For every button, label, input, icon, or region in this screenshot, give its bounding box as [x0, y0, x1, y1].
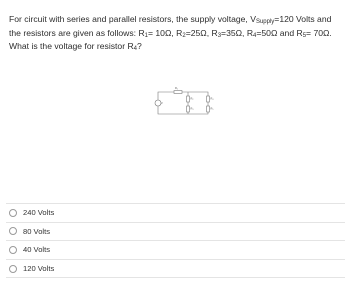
label-r3: R₃	[190, 107, 194, 111]
label-r2: R₂	[190, 97, 194, 101]
radio-button[interactable]	[9, 265, 17, 273]
choice-option[interactable]	[6, 259, 345, 279]
choice-label: 240 Volts	[23, 208, 55, 218]
label-r1: R₁	[175, 87, 178, 90]
choice-label: 120 Volts	[23, 264, 55, 274]
choice-label: 80 Volts	[23, 226, 51, 236]
choice-option[interactable]	[6, 240, 345, 259]
radio-button[interactable]	[9, 209, 17, 217]
label-r5: R₅	[210, 107, 214, 111]
choice-label: 40 Volts	[23, 245, 51, 255]
radio-button[interactable]	[9, 227, 17, 235]
answer-choices	[6, 203, 345, 278]
question-text: For circuit with series and parallel resistors, the supply voltage, $V_{Supply}=120$ Volts and the resistors are given as follows: $R_1= 10\Omega$, $R_2=25\Omega$, $R_3=35\Omega$, $R_4=50\Omega$ and $R_5= 70\Omega$. What is the voltage for resistor $R_4$?	[9, 14, 332, 53]
label-v: V	[161, 102, 163, 105]
circuit-diagram	[150, 80, 220, 120]
label-r4: R₄	[210, 97, 214, 101]
choice-option[interactable]	[6, 222, 345, 241]
radio-button[interactable]	[9, 246, 17, 254]
choice-option[interactable]	[6, 203, 345, 222]
